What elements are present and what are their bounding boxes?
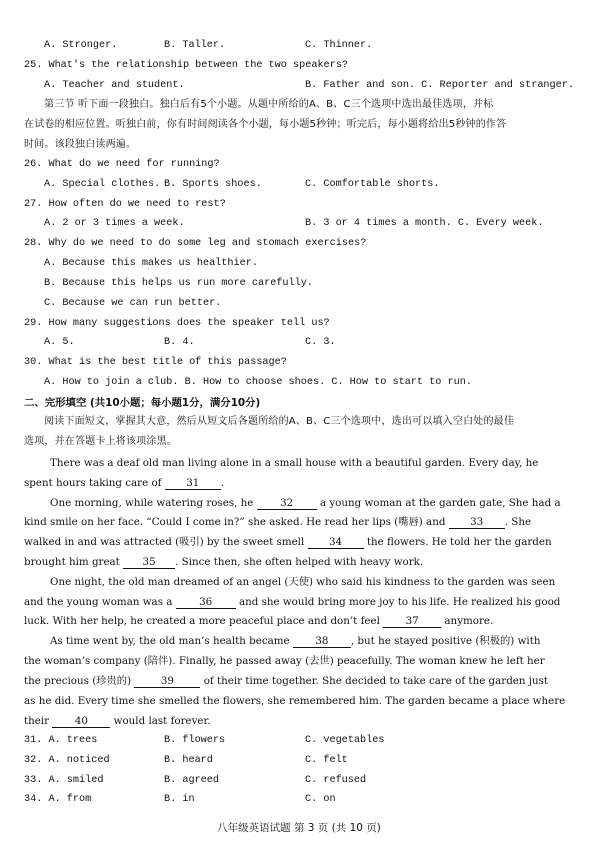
- passage-text: the flowers. He told her the garden: [366, 536, 552, 548]
- blank-36: 36: [176, 596, 236, 609]
- blank-35: 35: [123, 556, 175, 569]
- section3-instruction-2: 在试卷的相应位置。听独白前，你有时间阅读各个小题，每小题5秒钟；听完后，每小题将给出5秒钟的作答: [24, 119, 507, 130]
- passage-text: One morning, while watering roses, he: [50, 497, 254, 509]
- q26-option-c: C. Comfortable shorts.: [305, 179, 440, 190]
- blank-39: 39: [134, 675, 200, 688]
- q29-stem: 29. How many suggestions does the speaker tell us?: [24, 318, 330, 329]
- q24-option-c: C. Thinner.: [305, 40, 373, 51]
- passage-line: [24, 555, 560, 569]
- q25-stem: 25. What's the relationship between the two speakers?: [24, 60, 349, 71]
- q27-stem: 27. How often do we need to rest?: [24, 199, 226, 210]
- q25-option-bc: B. Father and son. C. Reporter and stranger.: [305, 80, 574, 91]
- passage-line: [24, 614, 560, 628]
- q30-options-text: A. How to join a club. B. How to choose shoes. C. How to start to run.: [44, 377, 472, 388]
- part2-title: 二、完形填空 (共10小题；每小题1分，满分10分): [24, 397, 261, 409]
- passage-text: . She: [504, 516, 532, 528]
- blank-40: 40: [52, 715, 110, 728]
- passage-text: the precious (珍贵的): [24, 675, 132, 687]
- blank-37: 37: [383, 615, 441, 628]
- q29-option-b: B. 4.: [164, 337, 195, 348]
- q31-option-a: 31. A. trees: [24, 735, 98, 746]
- q29-option-c: C. 3.: [305, 337, 336, 348]
- passage-line: One night, the old man dreamed of an angel (天使) who said his kindness to the garden was seen: [50, 576, 556, 588]
- q32-option-a: 32. A. noticed: [24, 755, 110, 766]
- passage-text: . Since then, she often helped with heavy work.: [175, 556, 424, 568]
- blank-33: 33: [449, 516, 505, 529]
- q27-option-a: A. 2 or 3 times a week.: [44, 218, 185, 229]
- q31-option-b: B. flowers: [164, 735, 226, 746]
- passage-text: anymore.: [444, 615, 494, 627]
- blank-38: 38: [293, 635, 351, 648]
- passage-line: [24, 535, 560, 549]
- passage-text: spent hours taking care of: [24, 477, 162, 489]
- part2-instruction-1: 阅读下面短文，掌握其大意，然后从短文后各题所给的A、B、C三个选项中，选出可以填入空白处的最佳: [44, 416, 515, 427]
- q34-option-a: 34. A. from: [24, 794, 92, 805]
- q24-option-b: B. Taller.: [164, 40, 226, 51]
- part2-instruction-2: 选项，并在答题卡上将该项涂黑。: [24, 436, 177, 447]
- q32-option-b: B. heard: [164, 755, 213, 766]
- q30-stem: 30. What is the best title of this passage?: [24, 357, 287, 368]
- passage-line: [50, 496, 560, 510]
- q27-option-bc: B. 3 or 4 times a month. C. Every week.: [305, 218, 544, 229]
- passage-line: as he did. Every time she smelled the flowers, she remembered him. The garden became a place where: [24, 695, 566, 707]
- q24-option-a: A. Stronger.: [44, 40, 118, 51]
- passage-line: [24, 674, 560, 688]
- q34-option-b: B. in: [164, 794, 195, 805]
- blank-31: 31: [165, 477, 221, 490]
- passage-text: As time went by, the old man’s health became: [50, 635, 290, 647]
- q26-stem: 26. What do we need for running?: [24, 159, 220, 170]
- passage-text: , but he stayed positive (积极的) with: [350, 635, 541, 647]
- q33-option-b: B. agreed: [164, 775, 220, 786]
- page-footer: 八年级英语试题 第 3 页 (共 10 页): [217, 822, 381, 834]
- passage-text: brought him great: [24, 556, 120, 568]
- passage-text: kind smile on her face. “Could I come in?” she asked. He read her lips (嘴唇) and: [24, 516, 446, 528]
- passage-text: of their time together. She decided to take care of the garden just: [203, 675, 549, 687]
- q33-option-c: C. refused: [305, 775, 367, 786]
- passage-line: There was a deaf old man living alone in a small house with a beautiful garden. Every day, he: [50, 457, 539, 469]
- q28-stem: 28. Why do we need to do some leg and stomach exercises?: [24, 238, 367, 249]
- section3-instruction-1: 第三节 听下面一段独白。独白后有5个小题。从题中所给的A、B、C三个选项中选出最佳选项，并标: [44, 99, 494, 110]
- passage-text: luck. With her help, he created a more peaceful place and don’t feel: [24, 615, 380, 627]
- passage-line: [24, 714, 560, 728]
- passage-text: their: [24, 715, 50, 727]
- q28-option-c-text: C. Because we can run better.: [44, 298, 222, 309]
- q33-option-a: 33. A. smiled: [24, 775, 104, 786]
- blank-32: 32: [257, 497, 317, 510]
- passage-text: walked in and was attracted (吸引) by the sweet smell: [24, 536, 305, 548]
- q26-option-b: B. Sports shoes.: [164, 179, 262, 190]
- q32-option-c: C. felt: [305, 755, 348, 766]
- section3-instruction-3: 时间。该段独白读两遍。: [24, 139, 137, 150]
- q31-option-c: C. vegetables: [305, 735, 385, 746]
- passage-line: the woman’s company (陪伴). Finally, he passed away (去世) peacefully. The woman knew he left her: [24, 655, 545, 667]
- blank-34: 34: [308, 536, 364, 549]
- passage-line: [24, 595, 560, 609]
- q25-option-a: A. Teacher and student.: [44, 80, 185, 91]
- passage-text: would last forever.: [113, 715, 211, 727]
- q26-option-a: A. Special clothes.: [44, 179, 161, 190]
- q28-option-a-text: A. Because this makes us healthier.: [44, 258, 258, 269]
- passage-text: and the young woman was a: [24, 596, 173, 608]
- q34-option-c: C. on: [305, 794, 336, 805]
- passage-text: a young woman at the garden gate, She had a: [319, 497, 561, 509]
- passage-text: and she would bring more joy to his life. He realized his good: [238, 596, 561, 608]
- q28-option-b-text: B. Because this helps us run more carefully.: [44, 278, 313, 289]
- q29-option-a: A. 5.: [44, 337, 75, 348]
- passage-line: [24, 515, 560, 529]
- passage-line: [50, 634, 560, 648]
- passage-line: spent hours taking care of 31 .: [24, 477, 225, 489]
